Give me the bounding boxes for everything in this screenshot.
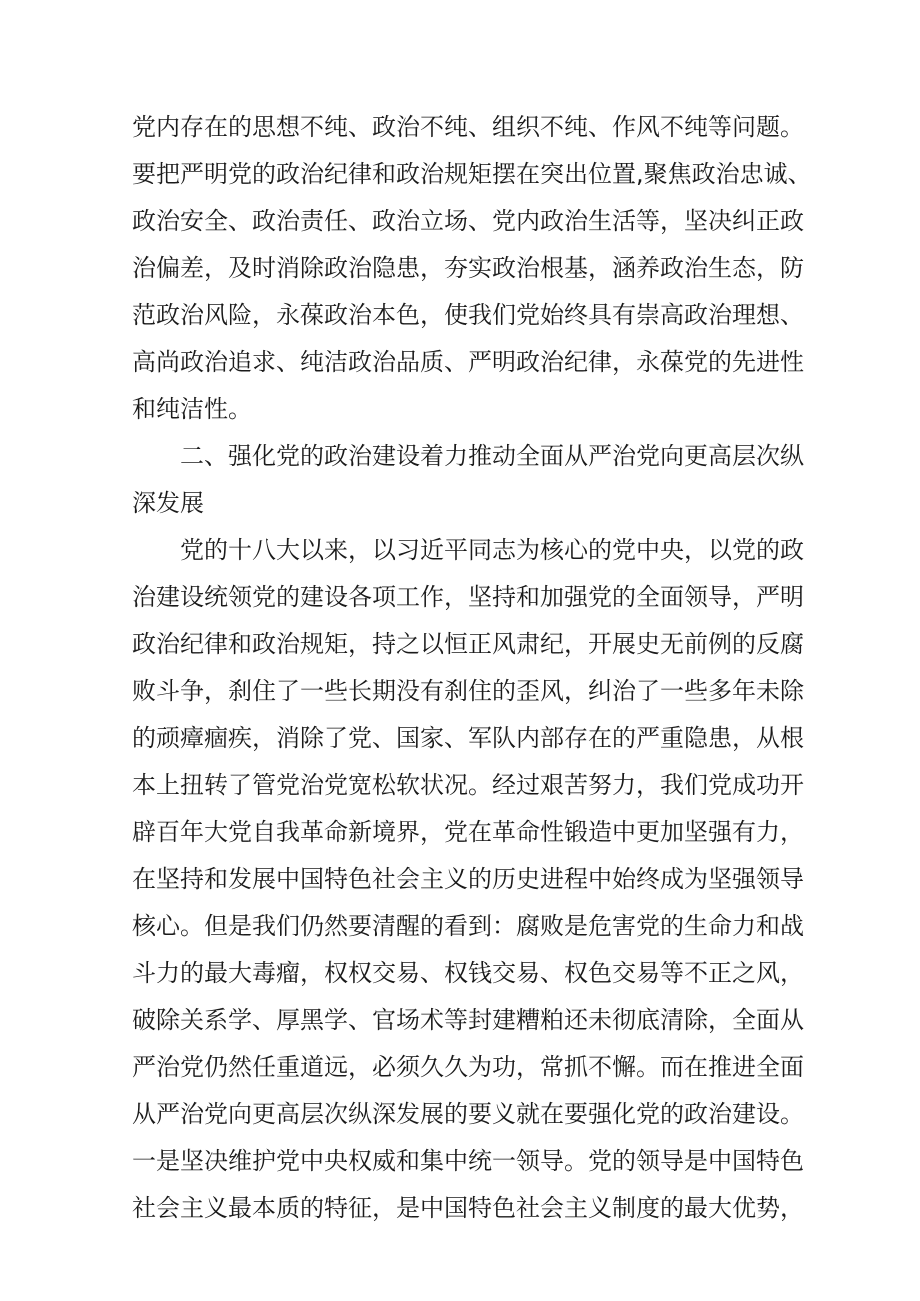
paragraph-line: 政治安全、政治责任、政治立场、党内政治生活等，坚决纠正政 <box>132 207 804 235</box>
paragraph-line: 社会主义最本质的特征，是中国特色社会主义制度的最大优势， <box>132 1194 804 1222</box>
paragraph-line: 范政治风险，永葆政治本色，使我们党始终具有崇高政治理想、 <box>132 301 804 329</box>
paragraph-line: 破除关系学、厚黑学、官场术等封建糟粕还未彻底清除，全面从 <box>132 1006 804 1034</box>
paragraph-line: 和纯洁性。 <box>132 395 252 423</box>
paragraph-line: 辟百年大党自我革命新境界，党在革命性锻造中更加坚强有力， <box>132 818 804 846</box>
paragraph-line: 一是坚决维护党中央权威和集中统一领导。党的领导是中国特色 <box>132 1147 804 1175</box>
paragraph-line: 严治党仍然任重道远，必须久久为功，常抓不懈。而在推进全面 <box>132 1053 804 1081</box>
paragraph-line: 党的十八大以来，以习近平同志为核心的党中央，以党的政 <box>180 536 804 564</box>
section-heading-line: 深发展 <box>132 489 204 517</box>
paragraph-line: 高尚政治追求、纯洁政治品质、严明政治纪律，永葆党的先进性 <box>132 348 804 376</box>
document-body <box>132 104 812 1232</box>
paragraph-line: 党内存在的思想不纯、政治不纯、组织不纯、作风不纯等问题。 <box>132 113 804 141</box>
paragraph-line: 核心。但是我们仍然要清醒的看到：腐败是危害党的生命力和战 <box>132 912 804 940</box>
paragraph-line: 要把严明党的政治纪律和政治规矩摆在突出位置,聚焦政治忠诚、 <box>132 160 812 188</box>
paragraph-line: 的顽瘴痼疾，消除了党、国家、军队内部存在的严重隐患，从根 <box>132 724 804 752</box>
paragraph-line: 斗力的最大毒瘤，权权交易、权钱交易、权色交易等不正之风， <box>132 959 804 987</box>
paragraph-line: 政治纪律和政治规矩，持之以恒正风肃纪，开展史无前例的反腐 <box>132 630 804 658</box>
paragraph-line: 治建设统领党的建设各项工作，坚持和加强党的全面领导，严明 <box>132 583 804 611</box>
paragraph-line: 本上扭转了管党治党宽松软状况。经过艰苦努力，我们党成功开 <box>132 771 804 799</box>
paragraph-line: 从严治党向更高层次纵深发展的要义就在要强化党的政治建设。 <box>132 1100 804 1128</box>
paragraph-line: 败斗争，刹住了一些长期没有刹住的歪风，纠治了一些多年未除 <box>132 677 804 705</box>
section-heading-line: 二、强化党的政治建设着力推动全面从严治党向更高层次纵 <box>180 442 804 470</box>
paragraph-line: 治偏差，及时消除政治隐患，夯实政治根基，涵养政治生态，防 <box>132 254 804 282</box>
paragraph-line: 在坚持和发展中国特色社会主义的历史进程中始终成为坚强领导 <box>132 865 804 893</box>
